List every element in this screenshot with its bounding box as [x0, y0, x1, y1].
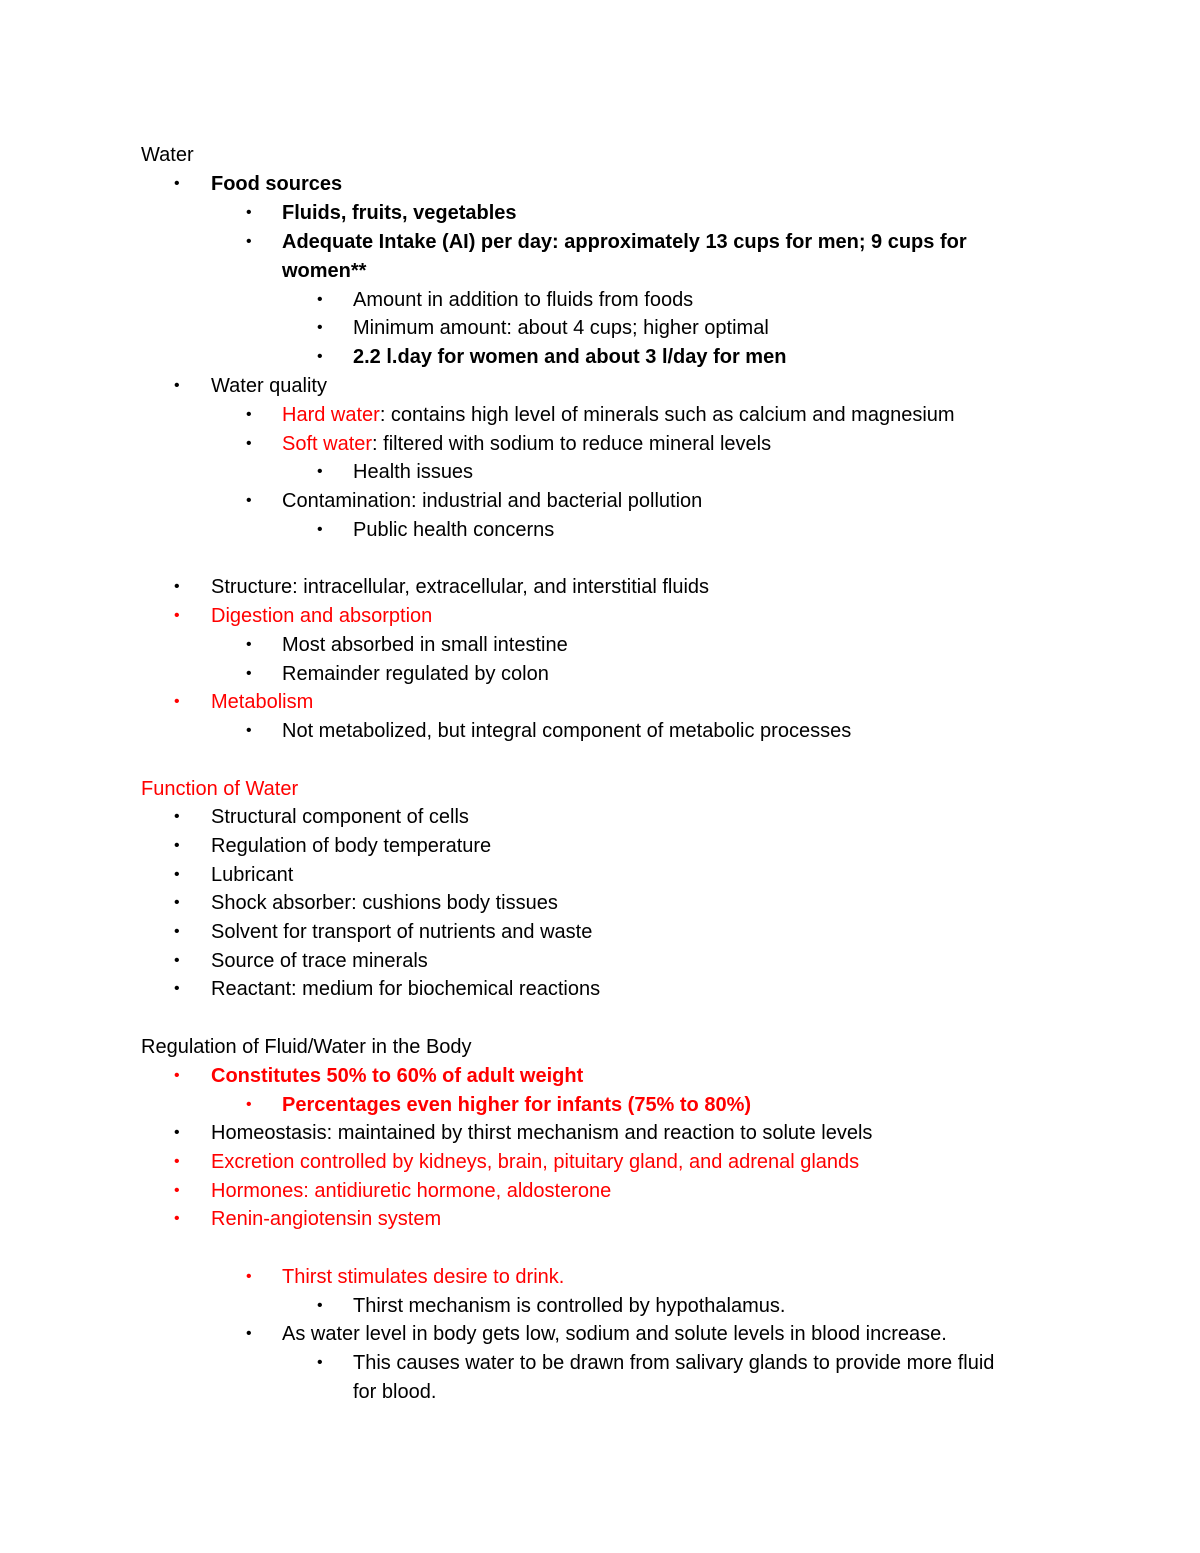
remainder-item: Remainder regulated by colon — [282, 663, 549, 685]
bullet: • — [174, 923, 180, 940]
bullet: • — [246, 1325, 252, 1342]
bullet: • — [174, 837, 180, 854]
bullet: • — [174, 980, 180, 997]
bullet: • — [317, 291, 323, 308]
health-issues-item: Health issues — [353, 461, 474, 483]
structure-item: Structure: intracellular, extracellular, and interstitial fluids — [211, 576, 710, 598]
bullet: • — [246, 636, 252, 653]
bullet: • — [246, 204, 252, 221]
section-title-function: Function of Water — [141, 778, 299, 800]
bullet: • — [174, 894, 180, 911]
function-item: Regulation of body temperature — [211, 835, 492, 857]
not-metabolized-item: Not metabolized, but integral component of metabolic processes — [282, 720, 852, 742]
metabolism-heading: Metabolism — [211, 691, 314, 713]
bullet: • — [246, 492, 252, 509]
bullet: • — [174, 377, 180, 394]
hormones-item: Hormones: antidiuretic hormone, aldosterone — [211, 1180, 612, 1202]
function-item: Source of trace minerals — [211, 950, 428, 972]
contamination-item: Contamination: industrial and bacterial pollution — [282, 490, 703, 512]
constitutes-item: Constitutes 50% to 60% of adult weight — [211, 1065, 584, 1087]
bullet: • — [317, 319, 323, 336]
hard-water-item — [282, 401, 955, 429]
bullet: • — [246, 233, 252, 250]
bullet: • — [174, 607, 180, 624]
bullet: • — [317, 1354, 323, 1371]
function-item: Lubricant — [211, 864, 294, 886]
bullet: • — [246, 722, 252, 739]
function-item: Solvent for transport of nutrients and waste — [211, 921, 593, 943]
bullet: • — [246, 406, 252, 423]
bullet: • — [174, 952, 180, 969]
function-item: Structural component of cells — [211, 806, 469, 828]
liters-per-day-item: 2.2 l.day for women and about 3 l/day for men — [353, 346, 787, 368]
bullet: • — [174, 1153, 180, 1170]
section-title-water: Water — [141, 144, 194, 166]
bullet: • — [246, 1268, 252, 1285]
function-item: Reactant: medium for biochemical reactions — [211, 978, 601, 1000]
renin-item: Renin-angiotensin system — [211, 1208, 442, 1230]
bullet: • — [174, 693, 180, 710]
adequate-intake-line1: Adequate Intake (AI) per day: approximately 13 cups for men; 9 cups for — [282, 231, 967, 253]
bullet: • — [174, 578, 180, 595]
bullet: • — [174, 1124, 180, 1141]
bullet: • — [317, 1297, 323, 1314]
bullet: • — [246, 665, 252, 682]
bullet: • — [317, 348, 323, 365]
thirst-mechanism-item: Thirst mechanism is controlled by hypothalamus. — [353, 1295, 786, 1317]
bullet: • — [246, 435, 252, 452]
bullet: • — [317, 463, 323, 480]
as-water-item: As water level in body gets low, sodium and solute levels in blood increase. — [282, 1323, 947, 1345]
soft-water-label: Soft water — [282, 433, 373, 455]
food-sources-heading: Food sources — [211, 173, 343, 195]
this-causes-line1: This causes water to be drawn from salivary glands to provide more fluid — [353, 1352, 995, 1374]
thirst-item: Thirst stimulates desire to drink. — [282, 1266, 565, 1288]
bullet: • — [317, 521, 323, 538]
percentages-item: Percentages even higher for infants (75% to 80%) — [282, 1094, 752, 1116]
bullet: • — [174, 175, 180, 192]
fluids-item: Fluids, fruits, vegetables — [282, 202, 517, 224]
amount-addition-item: Amount in addition to fluids from foods — [353, 289, 694, 311]
soft-water-text: : filtered with sodium to reduce mineral levels — [372, 433, 772, 455]
this-causes-line2: for blood. — [353, 1381, 437, 1403]
most-absorbed-item: Most absorbed in small intestine — [282, 634, 568, 656]
minimum-amount-item: Minimum amount: about 4 cups; higher optimal — [353, 317, 769, 339]
section-title-regulation: Regulation of Fluid/Water in the Body — [141, 1036, 472, 1058]
bullet: • — [174, 1210, 180, 1227]
homeostasis-item: Homeostasis: maintained by thirst mechanism and reaction to solute levels — [211, 1122, 873, 1144]
bullet: • — [174, 1182, 180, 1199]
soft-water-item — [282, 430, 771, 458]
bullet: • — [174, 866, 180, 883]
water-quality-heading: Water quality — [211, 375, 327, 397]
hard-water-label: Hard water — [282, 404, 380, 426]
public-health-item: Public health concerns — [353, 519, 555, 541]
function-item: Shock absorber: cushions body tissues — [211, 892, 558, 914]
bullet: • — [174, 808, 180, 825]
bullet: • — [246, 1096, 252, 1113]
excretion-item: Excretion controlled by kidneys, brain, pituitary gland, and adrenal glands — [211, 1151, 860, 1173]
bullet: • — [174, 1067, 180, 1084]
hard-water-text: : contains high level of minerals such as calcium and magnesium — [379, 404, 955, 426]
adequate-intake-line2: women** — [282, 260, 367, 282]
digestion-heading: Digestion and absorption — [211, 605, 433, 627]
